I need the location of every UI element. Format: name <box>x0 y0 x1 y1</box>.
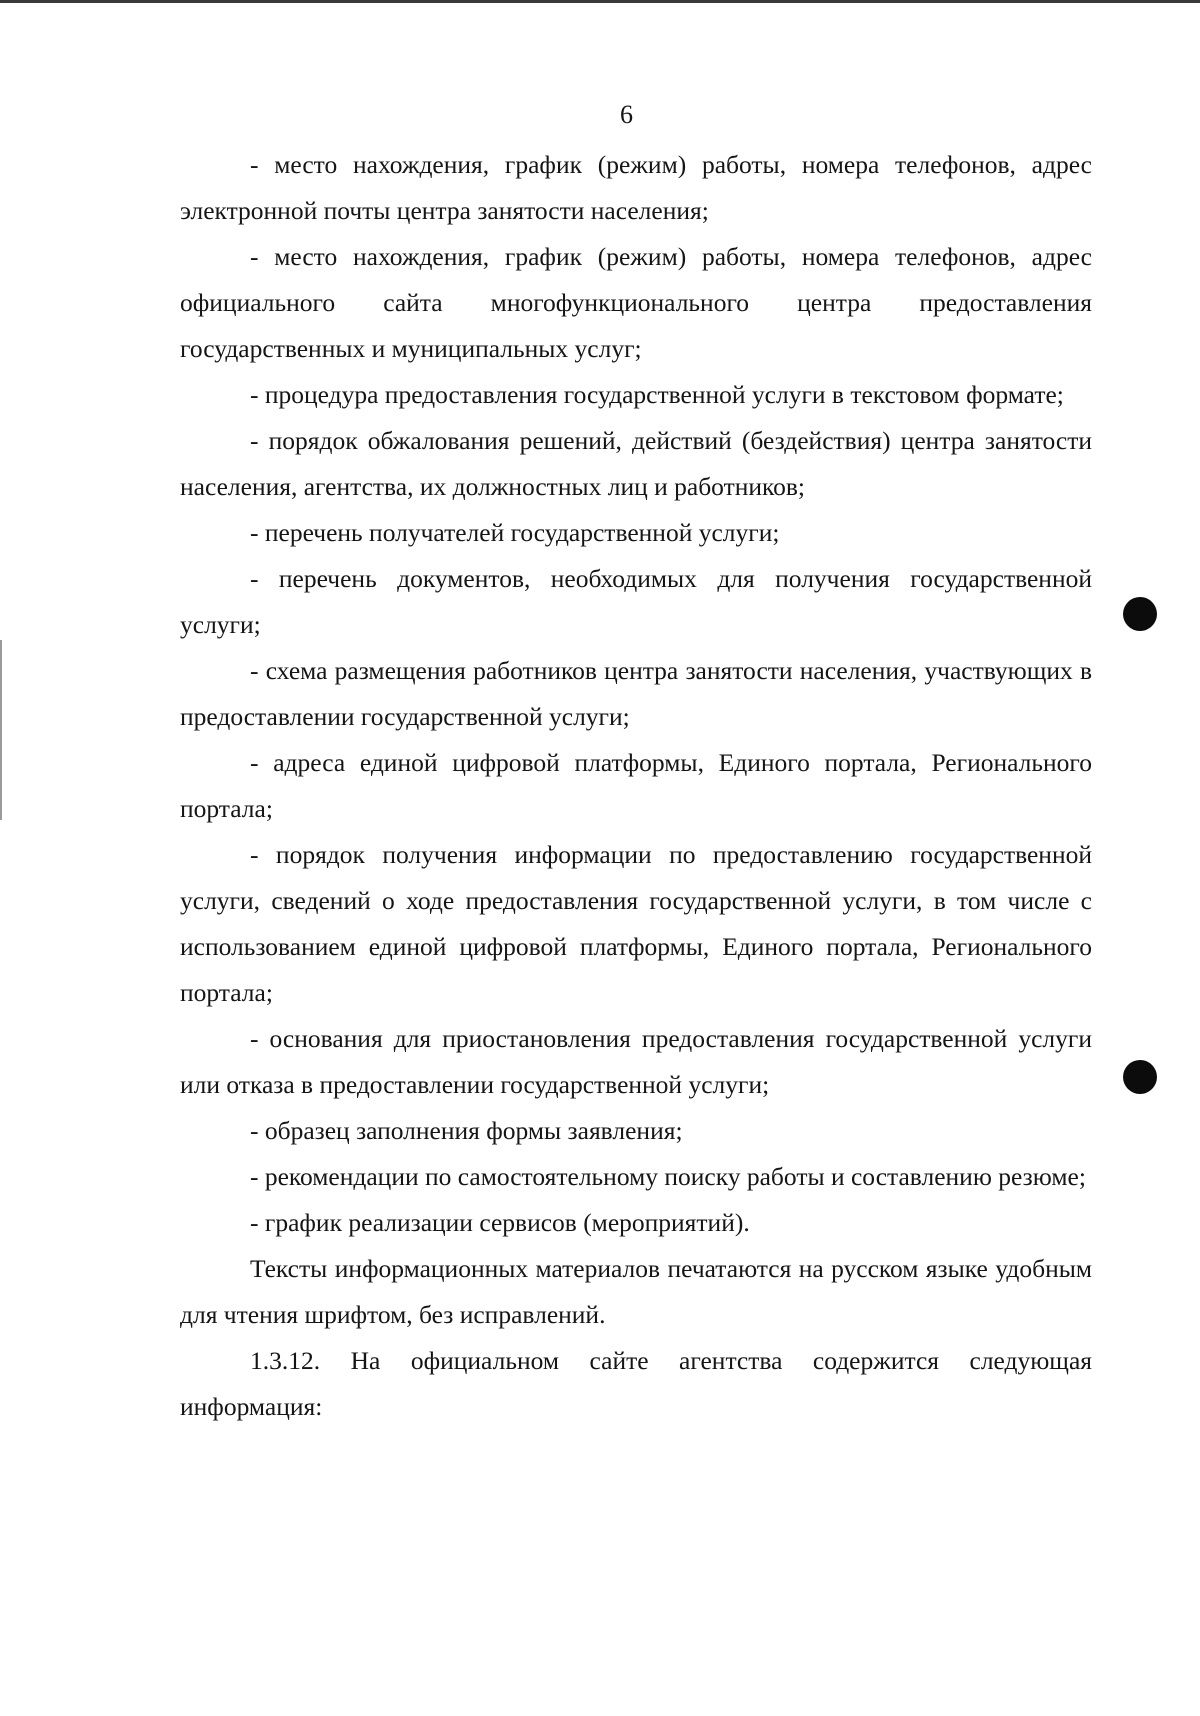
paragraph: - перечень получателей государственной услуги; <box>250 518 780 547</box>
punch-hole <box>1123 1060 1157 1094</box>
paragraph: - образец заполнения формы заявления; <box>250 1116 683 1145</box>
paragraph: - место нахождения, график (режим) работы, номера телефонов, адрес официального сайта многофункционального центра предоставления государственных и муниципальных услуг; <box>180 242 1092 363</box>
scan-top-edge <box>0 0 1200 3</box>
paragraph: - порядок получения информации по предоставлению государственной услуги, сведений о ходе предоставления государственной услуги, в том числе с использованием единой цифровой платформы, Единого портала, Регионального портала; <box>180 840 1092 1007</box>
paragraph: - место нахождения, график (режим) работы, номера телефонов, адрес электронной почты центра занятости населения; <box>180 150 1092 225</box>
paragraph: - основания для приостановления предоставления государственной услуги или отказа в предоставлении государственной услуги; <box>180 1024 1092 1099</box>
paragraph: Тексты информационных материалов печатаются на русском языке удобным для чтения шрифтом, без исправлений. <box>180 1254 1092 1329</box>
paragraph: 1.3.12. На официальном сайте агентства содержится следующая информация: <box>180 1346 1092 1421</box>
scan-left-edge <box>0 640 2 820</box>
punch-hole <box>1123 597 1157 631</box>
paragraph: - перечень документов, необходимых для получения государственной услуги; <box>180 564 1092 639</box>
paragraph: - адреса единой цифровой платформы, Единого портала, Регионального портала; <box>180 748 1092 823</box>
paragraph: - порядок обжалования решений, действий (бездействия) центра занятости населения, агентства, их должностных лиц и работников; <box>180 426 1092 501</box>
paragraph: - процедура предоставления государственной услуги в текстовом формате; <box>250 380 1064 409</box>
document-body <box>180 142 1092 1430</box>
page-number: 6 <box>620 100 633 129</box>
paragraph: - рекомендации по самостоятельному поиску работы и составлению резюме; <box>250 1162 1086 1191</box>
paragraph: - схема размещения работников центра занятости населения, участвующих в предоставлении государственной услуги; <box>180 656 1092 731</box>
paragraph: - график реализации сервисов (мероприятий). <box>250 1208 750 1237</box>
